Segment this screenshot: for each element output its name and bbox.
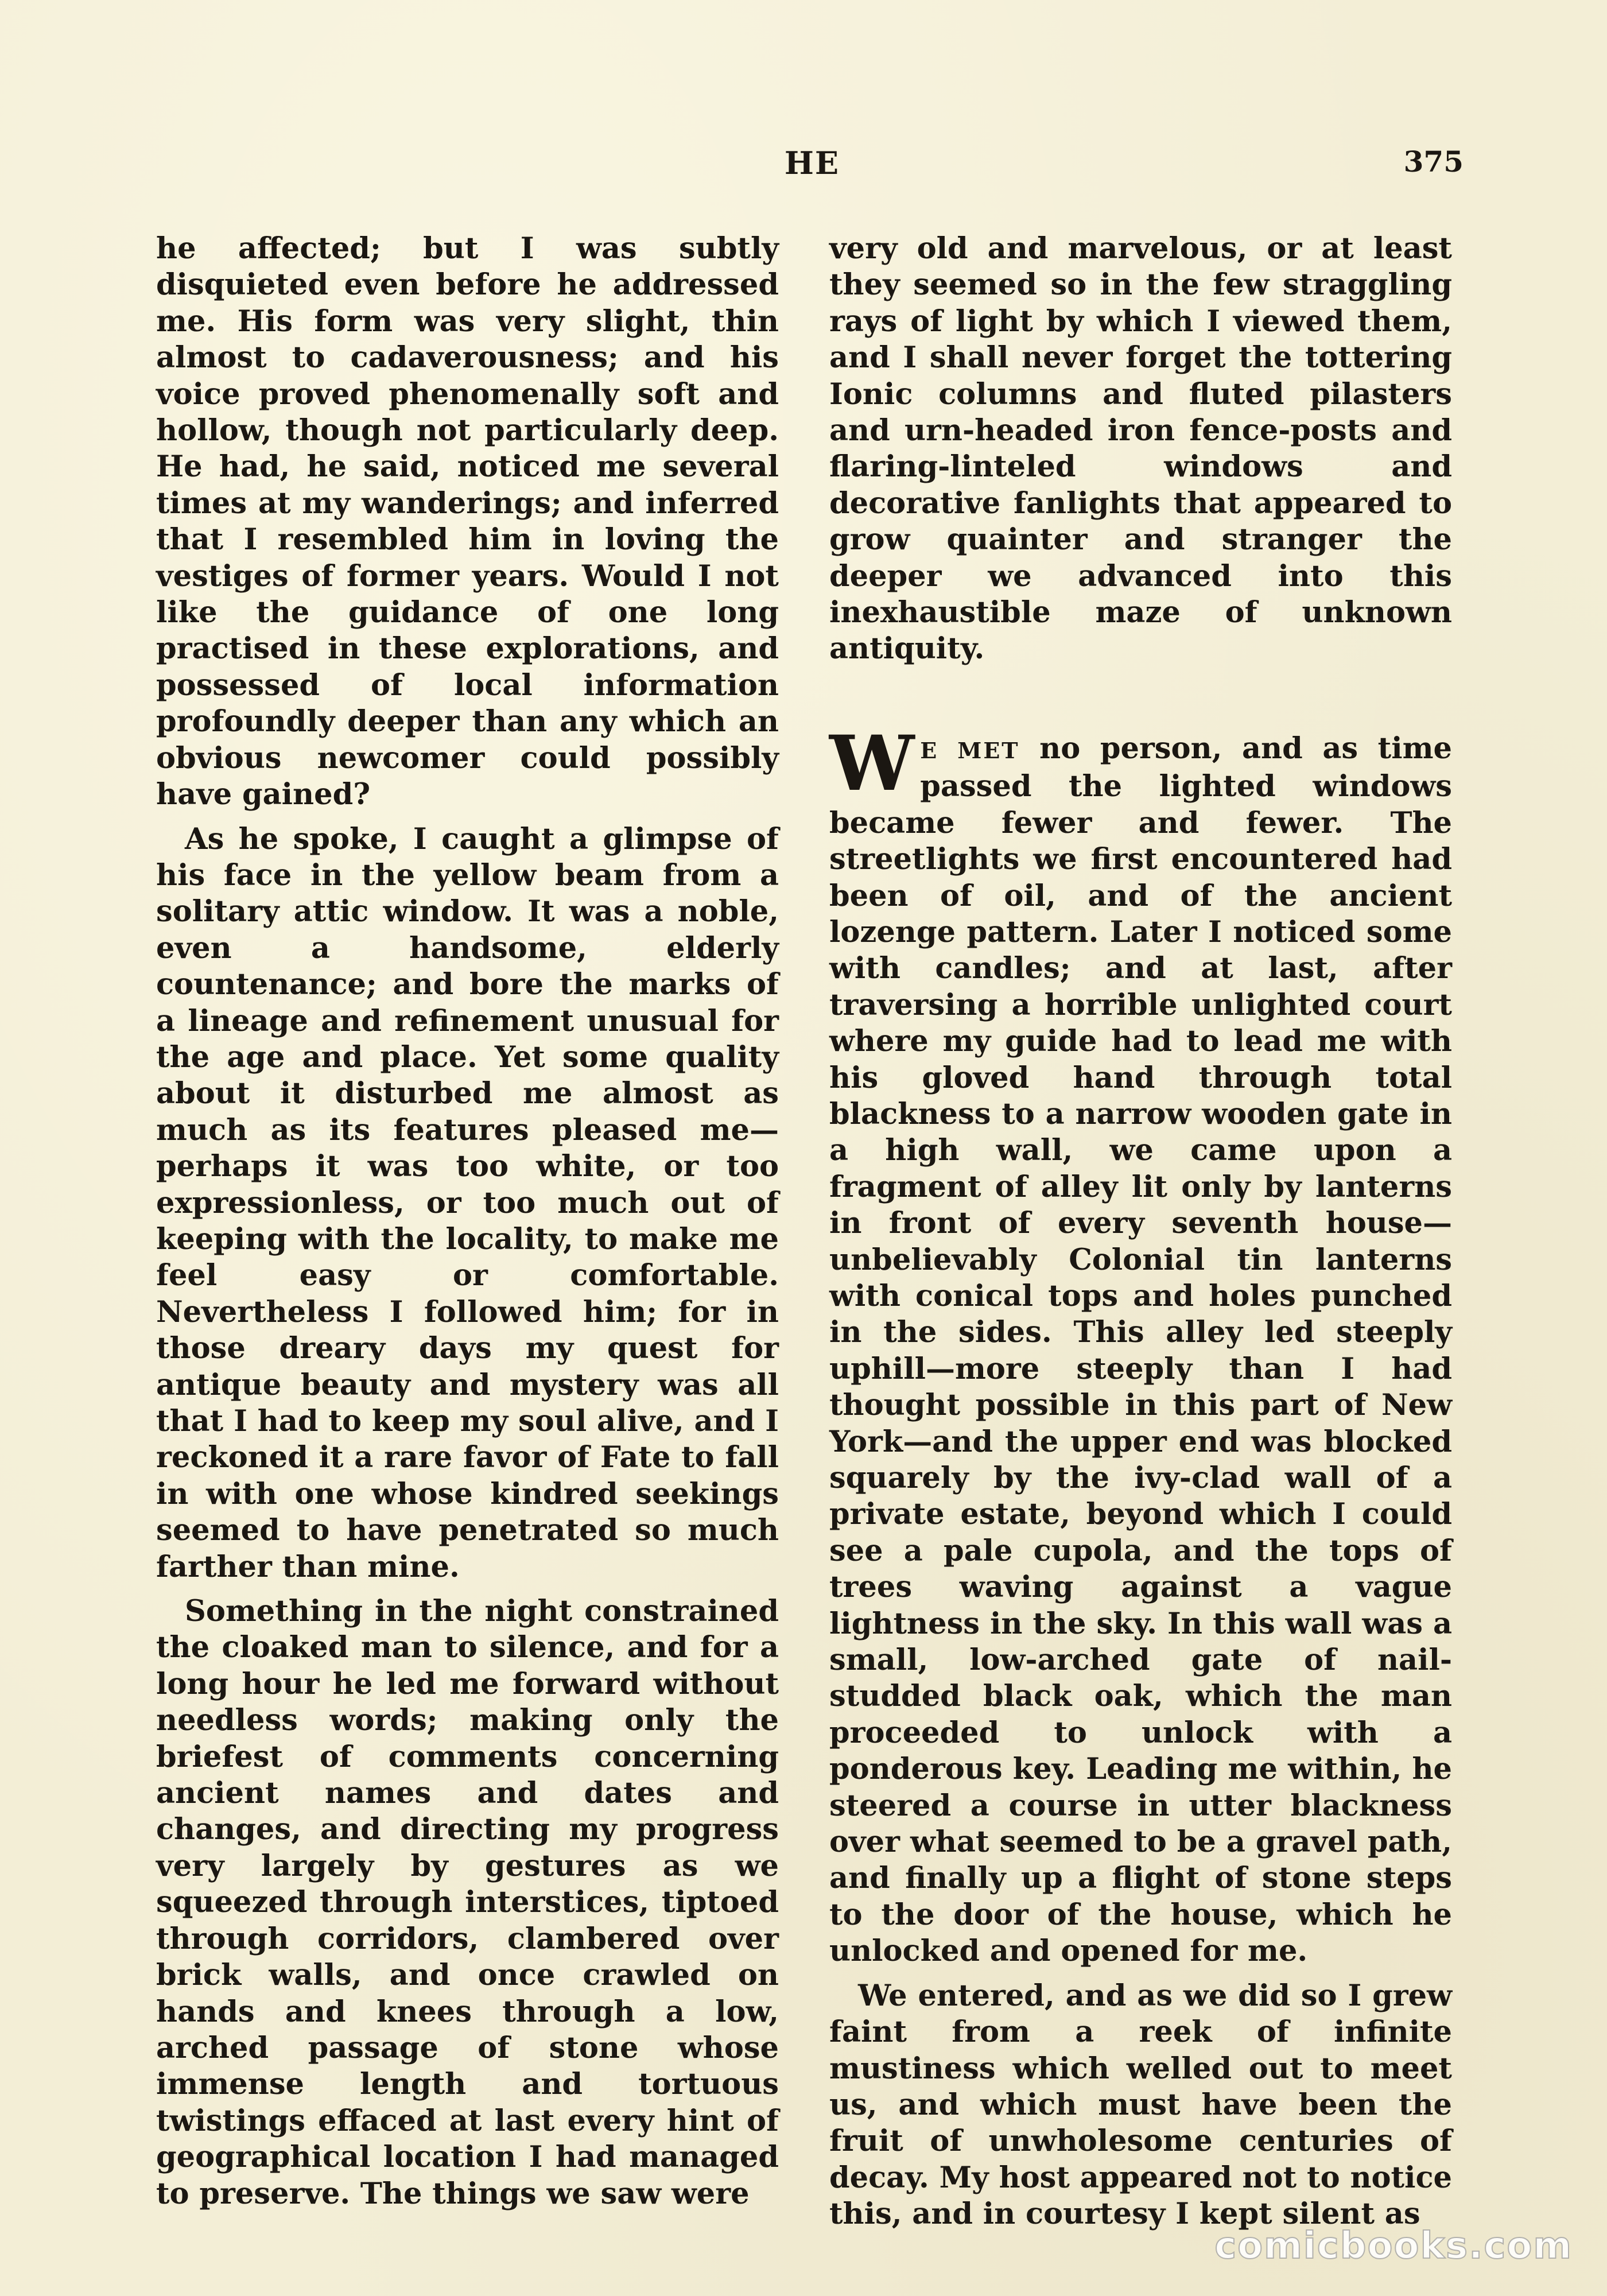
paragraph-text: no person, and as time passed the lighted windows became fewer and fewer. The streetlights we first encountered had been of oil, and of the ancient lozenge pattern. Later I noticed some with candles; and at last, after traversing a horrible unlighted court where my guide had to lead me with his gloved hand through total blackness to a narrow wooden gate in a high wall, we came upon a fragment of alley lit only by lanterns in front of every seventh house—unbelievably Colonial tin lanterns with conical tops and holes punched in the sides. This alley led steeply uphill—more steeply than I had thought possible in this part of New York—and the upper end was blocked squarely by the ivy-clad wall of a private estate, beyond which I could see a pale cupola, and the tops of trees waving against a vague lightness in the sky. In this wall was a small, low-arched gate of nail-studded black oak, which the man proceeded to unlock with a ponderous key. Leading me within, he steered a course in utter blackness over what seemed to be a gravel path, and finally up a flight of stone steps to the door of the house, which he unlocked and opened for me.	[829, 731, 1452, 1969]
running-title: HE	[784, 145, 840, 181]
paragraph: We entered, and as we did so I grew faint from a reek of infinite mustiness which welled out to meet us, and which must have been the fruit of unwholesome centuries of decay. My host appeared not to notice this, and in courtesy I kept silent as	[829, 1978, 1452, 2232]
paragraph: very old and marvelous, or at least they seemed so in the few straggling rays of light by which I viewed them, and I shall never forget the tottering Ionic columns and fluted pilasters and urn-headed iron fence-posts and flaring-linteled windows and decorative fanlights that appeared to grow quainter and stranger the deeper we advanced into this inexhaustible maze of unknown antiquity.	[829, 231, 1452, 666]
page-number: 375	[1403, 145, 1464, 179]
small-caps-lead: E MET	[920, 737, 1020, 763]
section-opening-paragraph	[829, 719, 1452, 1970]
paragraph: As he spoke, I caught a glimpse of his face in the yellow beam from a solitary attic window. It was a noble, even a handsome, elderly countenance; and bore the marks of a lineage and refinement unusual for the age and place. Yet some quality about it disturbed me almost as much as its features pleased me—perhaps it was too white, or too expressionless, or too much out of keeping with the locality, to make me feel easy or comfortable. Nevertheless I followed him; for in those dreary days my quest for antique beauty and mystery was all that I had to keep my soul alive, and I reckoned it a rare favor of Fate to fall in with one whose kindred seekings seemed to have penetrated so much farther than mine.	[156, 821, 779, 1584]
drop-cap: W	[829, 719, 915, 808]
watermark-logo: comicbooks.com	[1214, 2225, 1573, 2267]
right-column	[829, 231, 1452, 2233]
paragraph: Something in the night constrained the cloaked man to silence, and for a long hour he led me forward without needless words; making only the briefest of comments concerning ancient names and dates and changes, and directing my progress very largely by gestures as we squeezed through interstices, tiptoed through corridors, clambered over brick walls, and once crawled on hands and knees through a low, arched passage of stone whose immense length and tortuous twistings effaced at last every hint of geographical location I had managed to preserve. The things we saw were	[156, 1594, 779, 2211]
running-head	[161, 145, 1464, 185]
paragraph: he affected; but I was subtly disquieted even before he addressed me. His form was very slight, thin almost to cadaverousness; and his voice proved phenomenally soft and hollow, though not particularly deep. He had, he said, noticed me several times at my wanderings; and inferred that I resembled him in loving the vestiges of former years. Would I not like the guidance of one long practised in these explorations, and possessed of local information profoundly deeper than any which an obvious newcomer could possibly have gained?	[156, 231, 779, 812]
left-column	[156, 231, 779, 2212]
